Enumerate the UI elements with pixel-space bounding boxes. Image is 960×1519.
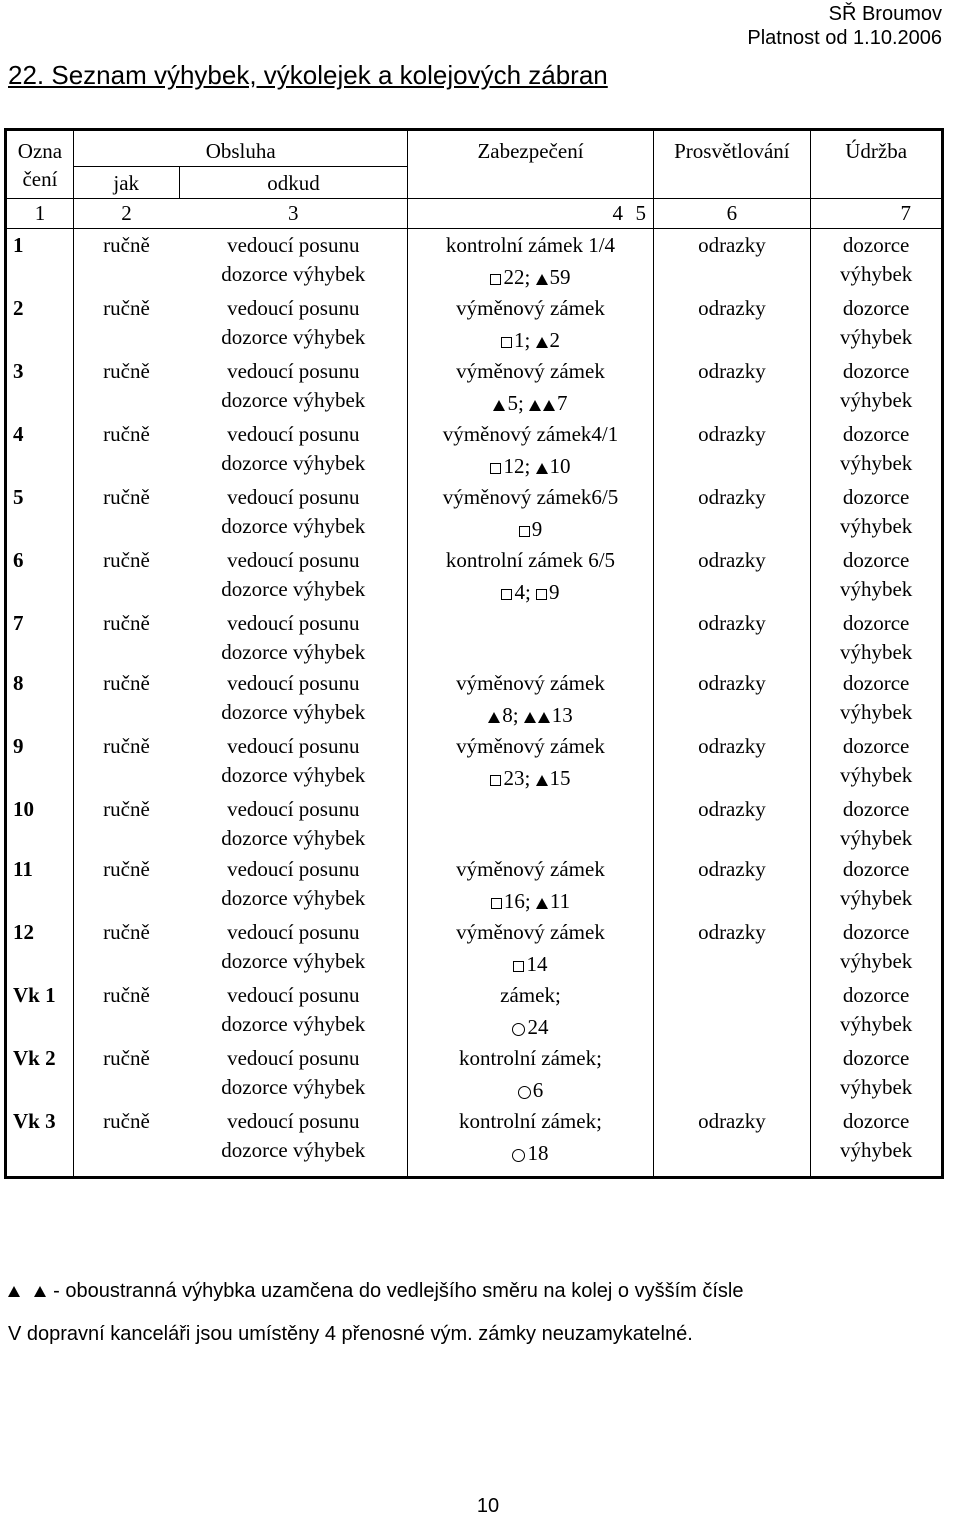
zabezpeceni-text: výměnový zámek (456, 359, 605, 383)
zabezpeceni-number: 9 (549, 580, 560, 604)
col-number: 1 (6, 199, 74, 229)
col-number: 4 (612, 201, 624, 225)
odkud-line: vedoucí posunu (227, 1109, 360, 1133)
zabezpeceni-symbols (414, 795, 646, 798)
row-prosvetlovani: odrazky (653, 229, 811, 293)
row-id: Vk 1 (6, 979, 74, 1042)
zabezpeceni-text: kontrolní zámek; (459, 1046, 602, 1070)
udrzba-line: dozorce (842, 422, 910, 446)
odkud-line: dozorce výhybek (221, 451, 366, 475)
udrzba-line: výhybek (839, 388, 913, 412)
zabezpeceni-symbols (414, 1073, 646, 1105)
row-id: 8 (6, 667, 74, 730)
odkud-line: vedoucí posunu (227, 797, 360, 821)
zabezpeceni-number: 11 (549, 889, 571, 913)
odkud-line: vedoucí posunu (227, 359, 360, 383)
row-udrzba (811, 607, 943, 667)
odkud-line: dozorce výhybek (221, 949, 366, 973)
triangle-icon (488, 712, 500, 723)
zabezpeceni-symbols (414, 1010, 646, 1042)
column-number-row (6, 199, 943, 229)
zabezpeceni-number: 15 (549, 766, 571, 790)
udrzba-line: dozorce (842, 671, 910, 695)
row-odkud (179, 979, 408, 1042)
udrzba-line: výhybek (839, 1012, 913, 1036)
zabezpeceni-symbols (414, 609, 646, 612)
odkud-line: vedoucí posunu (227, 734, 360, 758)
triangle-icon (34, 1286, 46, 1297)
odkud-line: dozorce výhybek (221, 700, 366, 724)
udrzba-line: dozorce (842, 797, 910, 821)
odkud-line: dozorce výhybek (221, 262, 366, 286)
udrzba-line: dozorce (842, 983, 910, 1007)
row-prosvetlovani: odrazky (653, 607, 811, 667)
udrzba-line: dozorce (842, 611, 910, 635)
legend-text: - oboustranná výhybka uzamčena do vedlejšího směru na kolej o vyšším čísle (53, 1280, 744, 1302)
table-row (6, 1042, 943, 1105)
row-odkud (179, 607, 408, 667)
row-jak: ručně (103, 296, 150, 320)
udrzba-line: výhybek (839, 325, 913, 349)
row-id: 7 (6, 607, 74, 667)
zabezpeceni-symbols (414, 386, 646, 418)
zabezpeceni-number: 23; (503, 766, 536, 790)
zabezpeceni-number: 14 (526, 952, 548, 976)
row-id: 1 (6, 229, 74, 293)
col-number: 7 (900, 201, 911, 225)
odkud-line: dozorce výhybek (221, 886, 366, 910)
odkud-line: dozorce výhybek (221, 1075, 366, 1099)
udrzba-line: dozorce (842, 857, 910, 881)
square-icon (501, 337, 512, 348)
odkud-line: vedoucí posunu (227, 296, 360, 320)
udrzba-line: dozorce (842, 548, 910, 572)
row-odkud (179, 853, 408, 916)
odkud-line: vedoucí posunu (227, 671, 360, 695)
row-udrzba (811, 418, 943, 481)
udrzba-line: výhybek (839, 514, 913, 538)
table-row (6, 292, 943, 355)
zabezpeceni-number: 12; (503, 454, 536, 478)
row-zabezpeceni (408, 730, 653, 793)
triangle-icon (536, 463, 548, 474)
zabezpeceni-text: kontrolní zámek 1/4 (445, 233, 616, 257)
odkud-line: dozorce výhybek (221, 388, 366, 412)
row-udrzba (811, 916, 943, 979)
zabezpeceni-number: 22; (503, 265, 536, 289)
zabezpeceni-text: výměnový zámek (456, 296, 605, 320)
zabezpeceni-symbols (414, 323, 646, 355)
document-header (747, 2, 942, 50)
row-prosvetlovani: odrazky (653, 292, 811, 355)
row-jak: ručně (103, 983, 150, 1007)
row-jak: ručně (103, 233, 150, 257)
row-zabezpeceni (408, 1105, 653, 1178)
circle-icon (512, 1149, 525, 1162)
zabezpeceni-symbols (414, 575, 646, 607)
udrzba-line: výhybek (839, 886, 913, 910)
table-row (6, 730, 943, 793)
udrzba-line: dozorce (842, 734, 910, 758)
row-udrzba (811, 544, 943, 607)
row-jak: ručně (103, 422, 150, 446)
row-jak: ručně (103, 1109, 150, 1133)
zabezpeceni-number: 24 (527, 1015, 549, 1039)
triangle-icon (538, 712, 550, 723)
zabezpeceni-text: zámek; (500, 983, 561, 1007)
table-row (6, 916, 943, 979)
zabezpeceni-symbols (414, 761, 646, 793)
square-icon (536, 589, 547, 600)
odkud-line: dozorce výhybek (221, 1012, 366, 1036)
row-udrzba (811, 1042, 943, 1105)
header-obsluha: Obsluha (73, 130, 408, 167)
udrzba-line: výhybek (839, 826, 913, 850)
square-icon (490, 775, 501, 786)
row-jak: ručně (103, 797, 150, 821)
zabezpeceni-text: výměnový zámek (456, 671, 605, 695)
row-prosvetlovani (653, 979, 811, 1042)
row-udrzba (811, 229, 943, 293)
zabezpeceni-symbols (414, 947, 646, 979)
udrzba-line: výhybek (839, 1138, 913, 1162)
odkud-line: vedoucí posunu (227, 1046, 360, 1070)
odkud-line: vedoucí posunu (227, 485, 360, 509)
triangle-icon (8, 1286, 20, 1297)
col-number: 5 (629, 199, 653, 229)
zabezpeceni-text: výměnový zámek4/1 (442, 422, 619, 446)
udrzba-line: výhybek (839, 700, 913, 724)
row-udrzba (811, 355, 943, 418)
zabezpeceni-number: 18 (527, 1141, 549, 1165)
zabezpeceni-symbols (414, 884, 646, 916)
row-udrzba (811, 1105, 943, 1178)
header-prosvetlovani: Prosvětlování (653, 130, 811, 167)
zabezpeceni-number: 1; (513, 328, 536, 352)
header-jak: jak (73, 167, 179, 199)
row-udrzba (811, 730, 943, 793)
header-oznaceni: Ozna čení (6, 130, 74, 199)
row-udrzba (811, 853, 943, 916)
row-odkud (179, 1042, 408, 1105)
switch-table (4, 128, 944, 1179)
udrzba-line: výhybek (839, 949, 913, 973)
row-id: Vk 3 (6, 1105, 74, 1178)
udrzba-line: výhybek (839, 262, 913, 286)
row-odkud (179, 229, 408, 293)
zabezpeceni-number: 9 (531, 517, 543, 541)
row-odkud (179, 418, 408, 481)
note: V dopravní kanceláři jsou umístěny 4 přenosné vým. zámky neuzamykatelné. (8, 1323, 693, 1345)
header-zabezpeceni: Zabezpečení (408, 130, 653, 167)
row-odkud (179, 544, 408, 607)
row-prosvetlovani: odrazky (653, 418, 811, 481)
legend (8, 1280, 743, 1303)
row-odkud (179, 481, 408, 544)
row-zabezpeceni (408, 607, 653, 667)
udrzba-line: výhybek (839, 763, 913, 787)
row-prosvetlovani: odrazky (653, 1105, 811, 1178)
odkud-line: vedoucí posunu (227, 548, 360, 572)
udrzba-line: dozorce (842, 1046, 910, 1070)
zabezpeceni-text: výměnový zámek6/5 (442, 485, 619, 509)
zabezpeceni-text: výměnový zámek (456, 920, 605, 944)
row-udrzba (811, 793, 943, 853)
udrzba-line: dozorce (842, 296, 910, 320)
row-zabezpeceni (408, 916, 653, 979)
row-prosvetlovani: odrazky (653, 730, 811, 793)
table-row (6, 1105, 943, 1178)
row-id: 9 (6, 730, 74, 793)
zabezpeceni-number: 16; (503, 889, 536, 913)
row-udrzba (811, 979, 943, 1042)
table-row (6, 793, 943, 853)
circle-icon (518, 1086, 531, 1099)
odkud-line: vedoucí posunu (227, 920, 360, 944)
zabezpeceni-number: 4; (514, 580, 537, 604)
page-number: 10 (476, 1495, 500, 1517)
col-number: 3 (179, 199, 408, 229)
row-prosvetlovani: odrazky (653, 544, 811, 607)
row-id: 11 (6, 853, 74, 916)
zabezpeceni-symbols (414, 449, 646, 481)
row-prosvetlovani (653, 1042, 811, 1105)
row-odkud (179, 916, 408, 979)
row-odkud (179, 730, 408, 793)
row-zabezpeceni (408, 979, 653, 1042)
header-row-2 (6, 167, 943, 199)
square-icon (490, 274, 501, 285)
square-icon (490, 463, 501, 474)
square-icon (519, 526, 530, 537)
odkud-line: dozorce výhybek (221, 325, 366, 349)
row-zabezpeceni (408, 1042, 653, 1105)
row-id: 5 (6, 481, 74, 544)
table-row (6, 355, 943, 418)
row-zabezpeceni (408, 418, 653, 481)
row-id: 6 (6, 544, 74, 607)
row-prosvetlovani: odrazky (653, 793, 811, 853)
udrzba-line: výhybek (839, 640, 913, 664)
odkud-line: vedoucí posunu (227, 233, 360, 257)
square-icon (513, 961, 524, 972)
odkud-line: dozorce výhybek (221, 1138, 366, 1162)
zabezpeceni-symbols (414, 512, 646, 544)
validity-date: Platnost od 1.10.2006 (747, 27, 942, 49)
triangle-icon (543, 400, 555, 411)
square-icon (501, 589, 512, 600)
row-jak: ručně (103, 734, 150, 758)
row-odkud (179, 793, 408, 853)
udrzba-line: dozorce (842, 233, 910, 257)
row-zabezpeceni (408, 853, 653, 916)
zabezpeceni-number: 13 (551, 703, 573, 727)
row-id: 12 (6, 916, 74, 979)
col-number: 2 (121, 201, 132, 225)
col-number: 6 (653, 199, 811, 229)
udrzba-line: výhybek (839, 577, 913, 601)
row-jak: ručně (103, 920, 150, 944)
zabezpeceni-number: 8; (502, 703, 524, 727)
odkud-line: vedoucí posunu (227, 611, 360, 635)
triangle-icon (529, 400, 541, 411)
row-jak: ručně (103, 359, 150, 383)
zabezpeceni-text: výměnový zámek (456, 734, 605, 758)
row-jak: ručně (103, 611, 150, 635)
row-prosvetlovani: odrazky (653, 853, 811, 916)
zabezpeceni-number: 6 (532, 1078, 544, 1102)
udrzba-line: dozorce (842, 485, 910, 509)
table-row (6, 979, 943, 1042)
row-zabezpeceni (408, 544, 653, 607)
row-id: 4 (6, 418, 74, 481)
row-odkud (179, 292, 408, 355)
row-zabezpeceni (408, 793, 653, 853)
org-name: SŘ Broumov (828, 3, 942, 25)
row-prosvetlovani: odrazky (653, 667, 811, 730)
row-zabezpeceni (408, 667, 653, 730)
odkud-line: dozorce výhybek (221, 640, 366, 664)
zabezpeceni-number: 2 (549, 328, 561, 352)
table-row (6, 229, 943, 293)
row-zabezpeceni (408, 292, 653, 355)
row-jak: ručně (103, 1046, 150, 1070)
table-row (6, 481, 943, 544)
circle-icon (512, 1023, 525, 1036)
row-udrzba (811, 292, 943, 355)
row-odkud (179, 355, 408, 418)
zabezpeceni-number: 59 (549, 265, 571, 289)
zabezpeceni-number: 10 (549, 454, 571, 478)
square-icon (491, 898, 502, 909)
header-odkud: odkud (179, 167, 408, 199)
table-row (6, 667, 943, 730)
udrzba-line: dozorce (842, 1109, 910, 1133)
row-prosvetlovani: odrazky (653, 355, 811, 418)
row-odkud (179, 1105, 408, 1178)
header-row-1 (6, 130, 943, 167)
row-jak: ručně (103, 857, 150, 881)
row-jak: ručně (103, 548, 150, 572)
header-udrzba: Údržba (845, 139, 908, 163)
table-row (6, 544, 943, 607)
row-jak: ručně (103, 671, 150, 695)
udrzba-line: dozorce (842, 920, 910, 944)
table-row (6, 853, 943, 916)
table-row (6, 607, 943, 667)
udrzba-line: dozorce (842, 359, 910, 383)
row-zabezpeceni (408, 355, 653, 418)
row-udrzba (811, 481, 943, 544)
zabezpeceni-text: kontrolní zámek; (459, 1109, 602, 1133)
odkud-line: dozorce výhybek (221, 514, 366, 538)
row-zabezpeceni (408, 481, 653, 544)
odkud-line: vedoucí posunu (227, 983, 360, 1007)
triangle-icon (536, 898, 548, 909)
triangle-icon (524, 712, 536, 723)
row-jak: ručně (103, 485, 150, 509)
odkud-line: vedoucí posunu (227, 422, 360, 446)
row-id: 10 (6, 793, 74, 853)
row-id: 3 (6, 355, 74, 418)
zabezpeceni-symbols (414, 698, 646, 730)
row-prosvetlovani: odrazky (653, 916, 811, 979)
page-title: 22. Seznam výhybek, výkolejek a kolejových zábran (8, 60, 608, 90)
row-prosvetlovani: odrazky (653, 481, 811, 544)
odkud-line: dozorce výhybek (221, 826, 366, 850)
zabezpeceni-text: kontrolní zámek 6/5 (445, 548, 616, 572)
triangle-icon (536, 274, 548, 285)
odkud-line: dozorce výhybek (221, 577, 366, 601)
table-row (6, 418, 943, 481)
row-id: 2 (6, 292, 74, 355)
zabezpeceni-number: 5; (507, 391, 530, 415)
odkud-line: vedoucí posunu (227, 857, 360, 881)
row-zabezpeceni (408, 229, 653, 293)
triangle-icon (536, 775, 548, 786)
odkud-line: dozorce výhybek (221, 763, 366, 787)
triangle-icon (536, 337, 548, 348)
zabezpeceni-text: výměnový zámek (456, 857, 605, 881)
row-udrzba (811, 667, 943, 730)
row-id: Vk 2 (6, 1042, 74, 1105)
zabezpeceni-symbols (414, 260, 646, 292)
zabezpeceni-symbols (414, 1136, 646, 1168)
udrzba-line: výhybek (839, 451, 913, 475)
row-odkud (179, 667, 408, 730)
triangle-icon (493, 400, 505, 411)
udrzba-line: výhybek (839, 1075, 913, 1099)
zabezpeceni-number: 7 (557, 391, 568, 415)
